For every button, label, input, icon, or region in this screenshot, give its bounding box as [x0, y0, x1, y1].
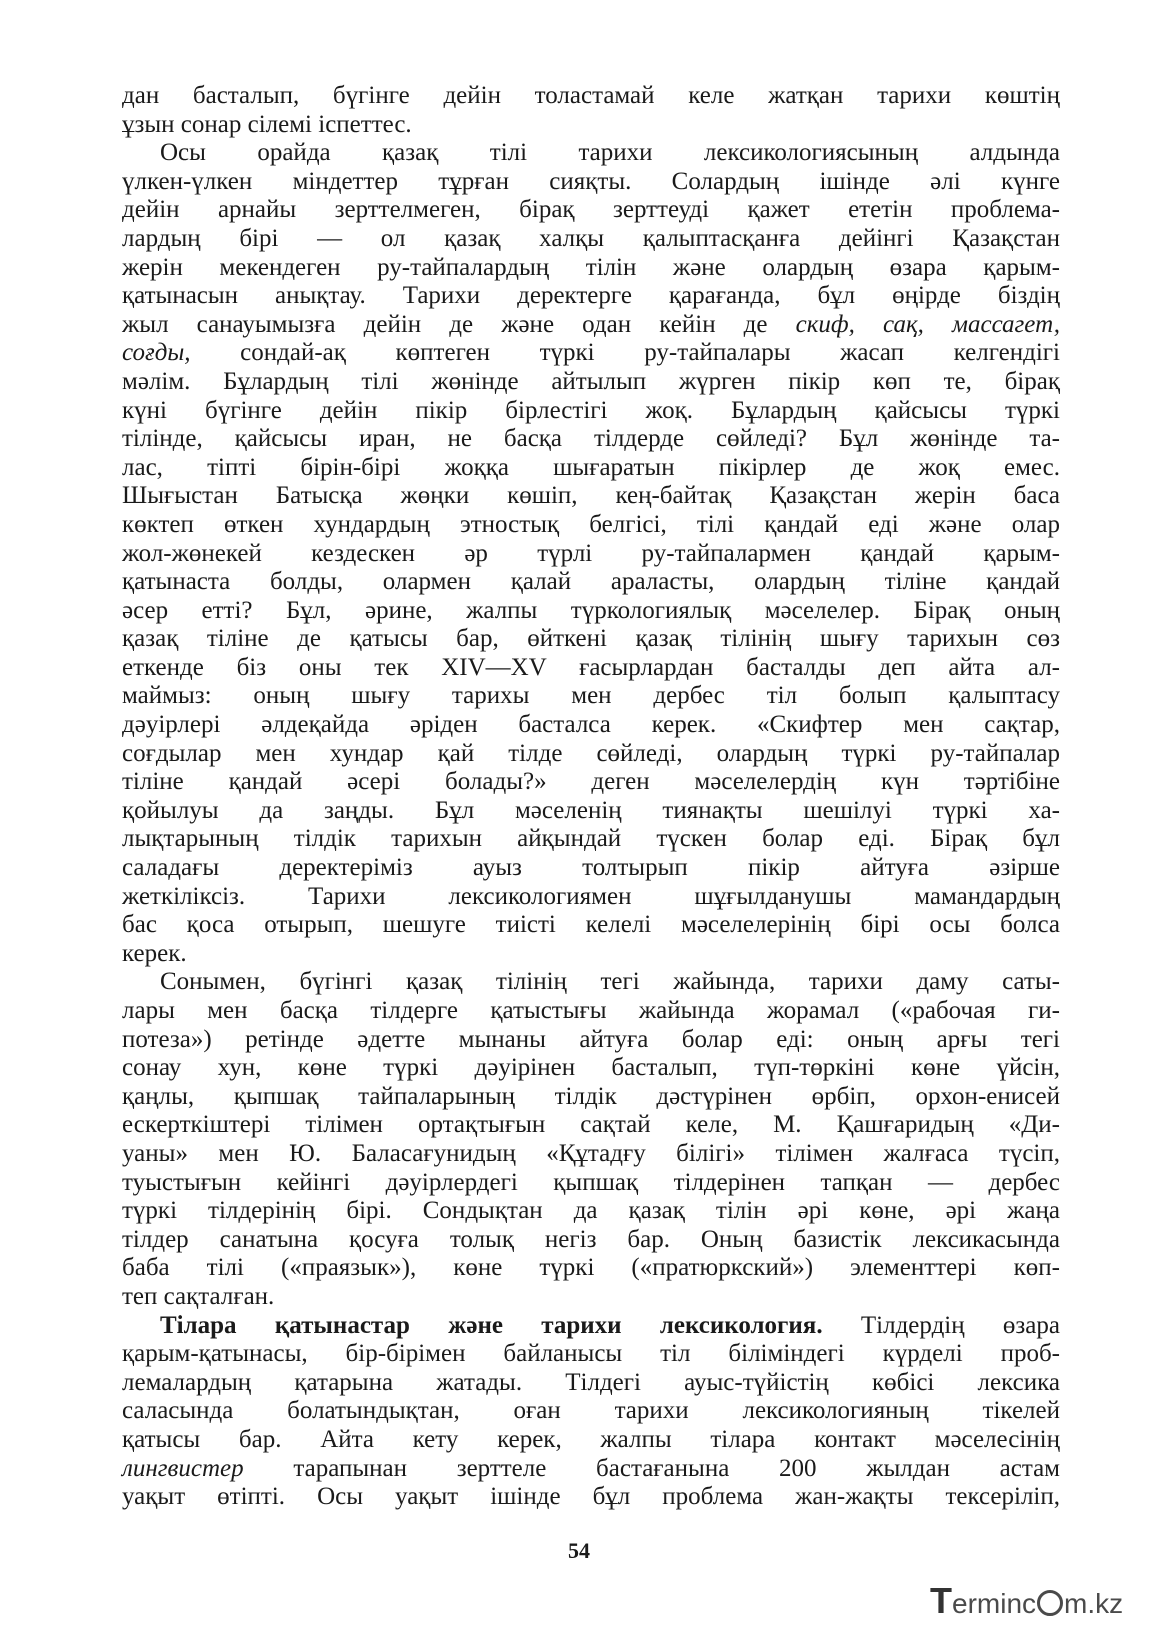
text-run: сонау хун, көне түркі дәуірінен басталып, түп-төркіні көне үйсін, — [122, 1054, 1060, 1082]
text-line — [122, 282, 1060, 311]
text-line — [122, 1455, 1060, 1484]
text-run: күні бүгінге дейін пікір бірлестігі жоқ. Бұлардың қайсысы түркі — [122, 396, 1060, 424]
text-run: қаңлы, қыпшақ тайпаларының тілдік дәстүрінен өрбіп, орхон-енисей — [122, 1082, 1060, 1110]
text-line — [122, 968, 1060, 997]
text-run: теп сақталған. — [122, 1282, 275, 1310]
text-run: лемалардың қатарына жатады. Тілдегі ауыс-түйістің көбісі лексика — [122, 1368, 1060, 1396]
watermark-letter-t: T — [930, 1580, 952, 1621]
text-run: ұзын сонар сілемі іспеттес. — [122, 110, 412, 138]
text-line — [122, 397, 1060, 426]
text-run: түркі тілдерінің бірі. Сондықтан да қазақ тілін әрі көне, әрі жаңа — [122, 1197, 1060, 1225]
text-line — [122, 682, 1060, 711]
text-run: саладағы деректеріміз ауыз толтырып пікір айтуға әзірше — [122, 854, 1060, 882]
text-line — [122, 1169, 1060, 1198]
text-line — [122, 225, 1060, 254]
text-run: саласында болатындықтан, оған тарихи лексикологияның тікелей — [122, 1397, 1060, 1425]
text-run: тарапынан зерттеле бастағанына 200 жылдан астам — [243, 1454, 1060, 1482]
text-line — [122, 82, 1060, 111]
text-run: маймыз: оның шығу тарихы мен дербес тіл болып қалыптасу — [122, 682, 1060, 710]
text-run: дәуірлері әлдеқайда әріден басталса керек. «Скифтер мен сақтар, — [122, 711, 1060, 739]
text-line — [122, 1426, 1060, 1455]
text-run: Тілдердің өзара — [822, 1311, 1060, 1339]
text-run: сондай-ақ көптеген түркі ру-тайпалары жасап келгендігі — [190, 339, 1060, 367]
text-run: дан басталып, бүгінге дейін толастамай келе жатқан тарихи көштің — [122, 82, 1060, 109]
text-run: туыстығын кейінгі дәуірлердегі қыпшақ тілдерінен тапқан — дербес — [122, 1168, 1060, 1196]
text-run: жыл санауымызға дейін де және одан кейін де — [122, 310, 796, 338]
text-line — [122, 511, 1060, 540]
text-run: Осы орайда қазақ тілі тарихи лексикологиясының алдында — [160, 139, 1060, 167]
italic-run: скиф, сақ, массагет, — [795, 310, 1060, 338]
bold-run: Тілара қатынастар және тарихи лексикология. — [160, 1311, 823, 1339]
text-line — [122, 711, 1060, 740]
text-line — [122, 1312, 1060, 1341]
text-run: уаны» мен Ю. Баласағунидың «Құтадғу білігі» тілімен жалғаса түсіп, — [122, 1139, 1060, 1167]
text-line — [122, 997, 1060, 1026]
text-run: соғдылар мен хундар қай тілде сөйледі, олардың түркі ру-тайпалар — [122, 739, 1060, 767]
text-run: керек. — [122, 939, 187, 967]
page-number: 54 — [568, 1538, 590, 1563]
text-run: тіліне қандай әсері болады?» деген мәселелердің күн тәртібіне — [122, 768, 1060, 796]
text-line — [122, 1483, 1060, 1512]
watermark-logo — [930, 1580, 1140, 1621]
text-line — [122, 825, 1060, 854]
text-line — [122, 196, 1060, 225]
text-line — [122, 111, 1060, 140]
text-line — [122, 1054, 1060, 1083]
text-line — [122, 1083, 1060, 1112]
text-line — [122, 1197, 1060, 1226]
text-run: жеткіліксіз. Тарихи лексикологиямен шұғылданушы мамандардың — [122, 882, 1060, 910]
text-line — [122, 1026, 1060, 1055]
text-run: Сонымен, бүгінгі қазақ тілінің тегі жайында, тарихи даму саты- — [160, 968, 1060, 996]
text-line — [122, 740, 1060, 769]
italic-run: соғды, — [122, 339, 191, 367]
text-line — [122, 311, 1060, 340]
text-run: баба тілі («праязык»), көне түркі («пратюркский») элементтері көп- — [122, 1254, 1060, 1282]
text-line — [122, 854, 1060, 883]
text-run: жерін мекендеген ру-тайпалардың тілін және олардың өзара қарым- — [122, 253, 1060, 281]
text-run: тілінде, қайсысы иран, не басқа тілдерде сөйледі? Бұл жөнінде та- — [122, 425, 1060, 453]
italic-run: лингвистер — [122, 1454, 244, 1482]
text-line — [122, 254, 1060, 283]
text-line — [122, 368, 1060, 397]
watermark-part-1: erminc — [952, 1588, 1037, 1619]
text-run: еткенде біз оны тек XIV—XV ғасырлардан басталды деп айта ал- — [122, 653, 1060, 681]
text-run: лары мен басқа тілдерге қатыстығы жайында жорамал («рабочая ги- — [122, 997, 1060, 1024]
text-run: ескерткіштері тілімен ортақтығын сақтай келе, М. Қашғаридың «Ди- — [122, 1111, 1060, 1139]
text-run: бас қоса отырып, шешуге тиісті келелі мәселелерінің бірі осы болса — [122, 911, 1060, 939]
text-line — [122, 1397, 1060, 1426]
text-run: қатынаста болды, олармен қалай араласты, олардың тіліне қандай — [122, 568, 1060, 596]
text-line — [122, 1111, 1060, 1140]
text-run: лас, тіпті бірін-бірі жоққа шығаратын пікірлер де жоқ емес. — [122, 453, 1060, 481]
text-run: потеза») ретінде әдетте мынаны айтуға болар еді: оның арғы тегі — [122, 1025, 1060, 1053]
text-line — [122, 1340, 1060, 1369]
text-line — [122, 797, 1060, 826]
text-run: қатынасын анықтау. Тарихи деректерге қарағанда, бұл өңірде біздің — [122, 282, 1060, 310]
text-run: уақыт өтіпті. Осы уақыт ішінде бұл проблема жан-жақты тексеріліп, — [122, 1483, 1060, 1511]
text-line — [122, 139, 1060, 168]
text-line — [122, 568, 1060, 597]
text-line — [122, 654, 1060, 683]
text-run: әсер етті? Бұл, әрине, жалпы түркологиялық мәселелер. Бірақ оның — [122, 596, 1060, 624]
text-line — [122, 540, 1060, 569]
text-run: қойылуы да заңды. Бұл мәселенің тиянақты шешілуі түркі ха- — [122, 796, 1060, 824]
text-run: мәлім. Бұлардың тілі жөнінде айтылып жүрген пікір көп те, бірақ — [122, 367, 1060, 395]
text-run: жол-жөнекей кездескен әр түрлі ру-тайпалармен қандай қарым- — [122, 539, 1060, 567]
watermark-circle-icon — [1037, 1590, 1063, 1616]
text-line — [122, 768, 1060, 797]
text-line — [122, 1140, 1060, 1169]
text-line — [122, 482, 1060, 511]
text-line — [122, 1283, 1060, 1312]
text-line — [122, 883, 1060, 912]
text-run: үлкен-үлкен міндеттер тұрған сияқты. Солардың ішінде әлі күнге — [122, 167, 1060, 195]
text-line — [122, 1226, 1060, 1255]
text-line — [122, 625, 1060, 654]
text-line — [122, 597, 1060, 626]
text-run: қазақ тіліне де қатысы бар, өйткені қазақ тілінің шығу тарихын сөз — [122, 625, 1060, 653]
page-text — [122, 82, 1060, 1512]
text-run: лықтарының тілдік тарихын айқындай түскен болар еді. Бірақ бұл — [122, 825, 1060, 853]
text-line — [122, 425, 1060, 454]
text-line — [122, 454, 1060, 483]
text-run: қатысы бар. Айта кету керек, жалпы тілара контакт мәселесінің — [122, 1425, 1060, 1453]
text-run: тілдер санатына қосуға толық негіз бар. Оның базистік лексикасында — [122, 1225, 1060, 1253]
text-run: қарым-қатынасы, бір-бірімен байланысы тіл біліміндегі күрделі проб- — [122, 1340, 1060, 1368]
text-line — [122, 339, 1060, 368]
text-run: дейін арнайы зерттелмеген, бірақ зерттеуді қажет ететін проблема- — [122, 196, 1060, 224]
text-line — [122, 1254, 1060, 1283]
text-line — [122, 168, 1060, 197]
text-run: лардың бірі — ол қазақ халқы қалыптасқанға дейінгі Қазақстан — [122, 224, 1060, 252]
text-line — [122, 940, 1060, 969]
text-line — [122, 911, 1060, 940]
text-run: көктеп өткен хундардың этностық белгісі, тілі қандай еді және олар — [122, 510, 1060, 538]
text-line — [122, 1369, 1060, 1398]
text-run: Шығыстан Батысқа жөңки көшіп, кең-байтақ Қазақстан жерін баса — [122, 482, 1060, 510]
watermark-part-2: m.kz — [1064, 1588, 1124, 1619]
